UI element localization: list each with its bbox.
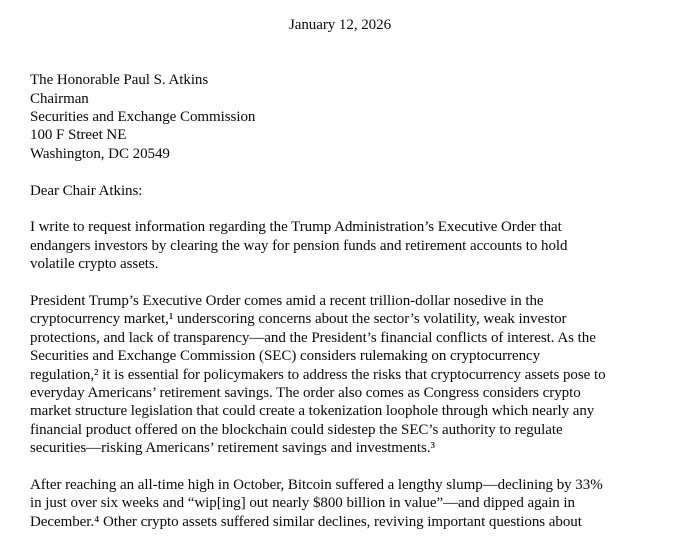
body-line: in just over six weeks and “wip[ing] out nearly $800 billion in value”—and dipped again in [30, 495, 575, 512]
address-line: Chairman [30, 90, 89, 107]
address-line: Washington, DC 20549 [30, 145, 170, 162]
body-line: regulation,² it is essential for policymakers to address the risks that cryptocurrency assets pose to [30, 366, 606, 383]
address-line: Securities and Exchange Commission [30, 109, 256, 126]
body-line: securities—risking Americans’ retirement savings and investments.³ [30, 440, 435, 457]
body-line: everyday Americans’ retirement savings. The order also comes as Congress considers crypto [30, 385, 581, 402]
letter-date: January 12, 2026 [288, 17, 392, 33]
body-line: endangers investors by clearing the way for pension funds and retirement accounts to hold [30, 237, 568, 254]
salutation: Dear Chair Atkins: [30, 182, 143, 199]
letter-body [30, 218, 680, 531]
body-line: protections, and lack of transparency—and the President’s financial conflicts of interest. As the [30, 329, 596, 346]
paragraph [30, 292, 680, 458]
body-line: I write to request information regarding the Trump Administration’s Executive Order that [30, 219, 562, 236]
body-line: cryptocurrency market,¹ underscoring concerns about the sector’s volatility, weak investor [30, 311, 567, 328]
body-line: market structure legislation that could create a tokenization loophole through which nearly any [30, 403, 595, 420]
body-line: President Trump’s Executive Order comes amid a recent trillion-dollar nosedive in the [30, 293, 544, 310]
address-line: 100 F Street NE [30, 127, 127, 144]
recipient-address [30, 71, 680, 163]
body-line: Securities and Exchange Commission (SEC) considers rulemaking on cryptocurrency [30, 348, 541, 365]
body-line: After reaching an all-time high in October, Bitcoin suffered a lengthy slump—declining by 33% [30, 477, 603, 494]
paragraph [30, 476, 680, 531]
address-line: The Honorable Paul S. Atkins [30, 72, 209, 89]
body-line: volatile crypto assets. [30, 256, 159, 273]
body-line: December.⁴ Other crypto assets suffered similar declines, reviving important questions about [30, 513, 582, 530]
paragraph [30, 218, 680, 273]
body-line: financial product offered on the blockchain could sidestep the SEC’s authority to regulate [30, 421, 563, 438]
